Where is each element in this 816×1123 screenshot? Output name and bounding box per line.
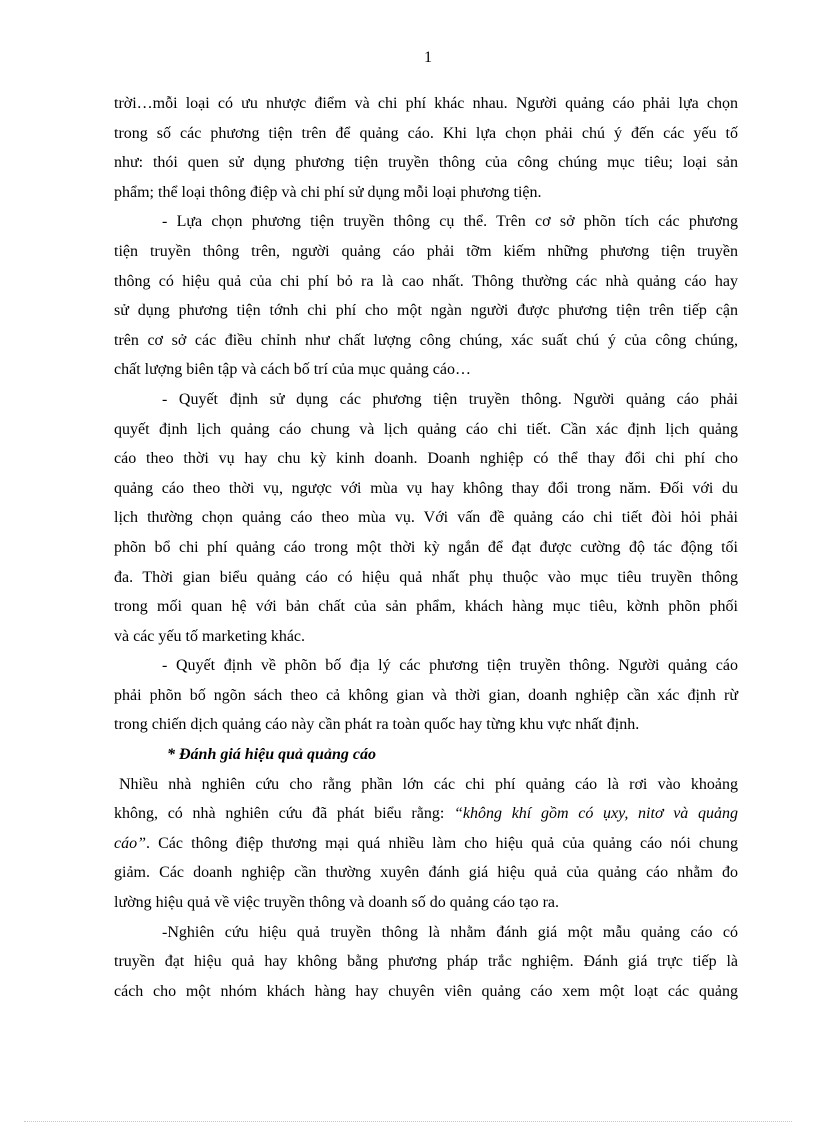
text-line: chất lượng biên tập và cách bố trí của mục quảng cáo… (114, 361, 471, 379)
text-line: quảng cáo theo thời vụ, ngược với mùa vụ hay không thay đổi trong năm. Đối với du (114, 479, 738, 497)
text-line: trong mối quan hệ với bản chất của sản phẩm, khách hàng mục tiêu, kờnh phõn phối (114, 598, 738, 616)
text-line: -Nghiên cứu hiệu quả truyền thông là nhằm đánh giá một mẫu quảng cáo có (162, 923, 738, 941)
text-line: và các yếu tố marketing khác. (114, 627, 306, 645)
text-line: trong chiến dịch quảng cáo này cần phát ra toàn quốc hay từng khu vực nhất định. (114, 716, 640, 734)
text-line: thông có hiệu quả của chi phí bỏ ra là cao nhất. Thông thường các nhà quảng cáo hay (114, 272, 738, 290)
text-line: như: thói quen sử dụng phương tiện truyền thông của công chúng mục tiêu; loại sản (114, 154, 738, 172)
text-line: sử dụng phương tiện tớnh chi phí cho một ngàn người được phương tiện trên tiếp cận (114, 302, 738, 320)
quote-text: cáo” (114, 834, 146, 852)
text-line: trong số các phương tiện trên để quảng cáo. Khi lựa chọn phải chú ý đến các yếu tố (114, 124, 738, 142)
text-line: - Quyết định sử dụng các phương tiện truyền thông. Người quảng cáo phải (162, 390, 738, 408)
text-line: - Lựa chọn phương tiện truyền thông cụ thể. Trên cơ sở phõn tích các phương (162, 213, 738, 231)
text-line: phải phõn bố ngõn sách theo cả không gian và thời gian, doanh nghiệp cần xác định rừ (114, 686, 738, 704)
text-line: quyết định lịch quảng cáo chung và lịch quảng cáo chi tiết. Cần xác định lịch quảng (114, 420, 738, 438)
text-line (114, 829, 738, 859)
page-bottom-divider (24, 1121, 792, 1122)
text-line: giảm. Các doanh nghiệp cần thường xuyên đánh giá hiệu quả của quảng cáo nhằm đo (114, 864, 738, 882)
text-line: trên cơ sở các điều chỉnh như chất lượng công chúng, xác suất chú ý của công chúng, (114, 331, 738, 349)
page-number: 1 (424, 49, 432, 66)
text-line: truyền đạt hiệu quả hay không bằng phương pháp trắc nghiệm. Đánh giá trực tiếp là (114, 953, 738, 971)
text-line: cáo theo thời vụ hay chu kỳ kinh doanh. Doanh nghiệp có thể thay đổi chi phí cho (114, 450, 738, 468)
section-heading: * Đánh giá hiệu quả quảng cáo (167, 746, 376, 764)
text-line: lường hiệu quả về việc truyền thông và doanh số do quảng cáo tạo ra. (114, 894, 560, 912)
text-line: tiện truyền thông trên, người quảng cáo phải tỡm kiếm những phương tiện truyền (114, 242, 738, 260)
text-line: phõn bổ chi phí quảng cáo trong một thời kỳ ngắn để đạt được cường độ tác động tối (114, 538, 738, 556)
text-line (114, 799, 738, 829)
text-span: . Các thông điệp thương mại quá nhiều làm cho hiệu quả của quảng cáo nói chung (146, 834, 738, 852)
text-line: cách cho một nhóm khách hàng hay chuyên viên quảng cáo xem một loạt các quảng (114, 982, 738, 1000)
text-line: - Quyết định về phõn bố địa lý các phương tiện truyền thông. Người quảng cáo (162, 657, 738, 675)
text-line: phẩm; thể loại thông điệp và chi phí sử dụng mỗi loại phương tiện. (114, 183, 542, 201)
text-span: không, có nhà nghiên cứu đã phát biểu rằng: (114, 805, 454, 823)
document-body (114, 89, 738, 1006)
text-line: lịch thường chọn quảng cáo theo mùa vụ. Với vấn đề quảng cáo chi tiết đòi hỏi phải (114, 509, 738, 527)
quote-text: “không khí gồm có ụxy, nitơ và quảng (453, 805, 739, 823)
text-line: đa. Thời gian biểu quảng cáo có hiệu quả nhất phụ thuộc vào mục tiêu truyền thông (114, 568, 738, 586)
text-line: trời…mỗi loại có ưu nhược điểm và chi phí khác nhau. Người quảng cáo phải lựa chọn (114, 95, 738, 112)
text-line: Nhiều nhà nghiên cứu cho rằng phần lớn các chi phí quảng cáo là rơi vào khoảng (119, 775, 738, 793)
